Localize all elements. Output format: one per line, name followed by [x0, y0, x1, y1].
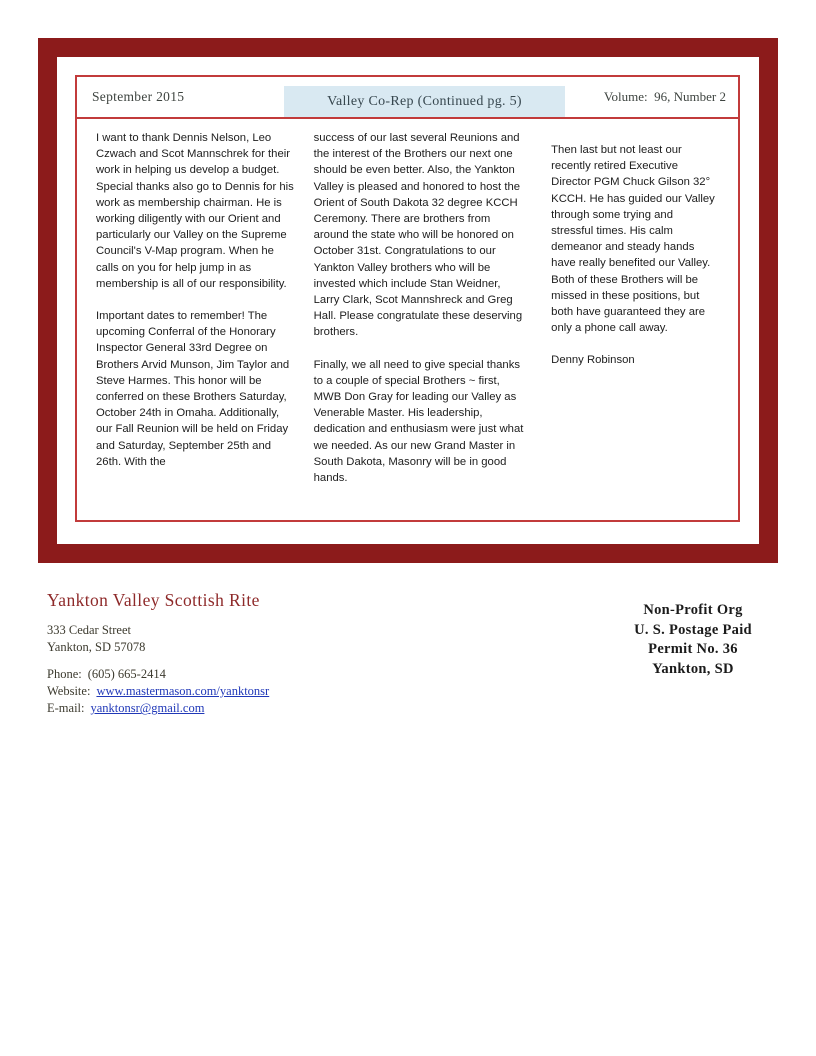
org-address: [47, 622, 145, 656]
paragraph: Important dates to remember! The upcoming Conferral of the Honorary Inspector General 33rd Degree on Brothers Arvid Munson, Jim Taylor and Steve Harmes. This honor will be conferred on these Brothers Saturday, October 24th in Omaha. Additionally, our Fall Reunion will be held on Friday and Saturday, September 25th and 26th. With the: [96, 310, 290, 468]
email-label: E-mail:: [47, 701, 85, 716]
postage-line: Non-Profit Org: [643, 602, 743, 618]
paragraph: Finally, we all need to give special thanks to a couple of special Brothers ~ first, MWB Don Gray for leading our Valley as Venerable Master. His leadership, dedication and enthusiasm were just what we needed. As our new Grand Master in South Dakota, Masonry will be in good hands.: [313, 358, 524, 485]
column-3: [551, 130, 718, 502]
paragraph: I want to thank Dennis Nelson, Leo Czwach and Scot Mannschrek for their work in helping us develop a budget. Special thanks also go to Dennis for his work as membership chairman. He is working diligently with our Orient and particularly our Valley on the Supreme Council's V-Map program. When he calls on you for help jump in as membership is all of our responsibility.: [96, 132, 294, 290]
email-line: [47, 700, 269, 717]
section-title: Valley Co-Rep (Continued pg. 5): [327, 93, 522, 109]
author-signature: Denny Robinson: [551, 354, 635, 367]
contact-block: [47, 666, 269, 718]
phone-line: [47, 666, 269, 683]
page-frame: [38, 38, 778, 563]
issue-date: September 2015: [92, 89, 185, 104]
article-body: [77, 119, 738, 502]
paragraph: Then last but not least our recently retired Executive Director PGM Chuck Gilson 32° KCCH. He has guided our Valley through some trying and stressful times. His calm demeanor and steady hands have really benefited our Valley. Both of these Brothers will be missed in these positions, but both have guaranteed they are only a phone call away.: [551, 144, 715, 335]
postage-line: Yankton, SD: [652, 660, 734, 677]
phone-label: Phone:: [47, 667, 82, 681]
paragraph: success of our last several Reunions and the interest of the Brothers our next one should be even better. Also, the Yankton Valley is pleased and honored to host the Orient of South Dakota 32 degree KCCH Ceremony. There are brothers from around the state who will be honored on October 31st. Congratulations to our Yankton Valley brothers who will be invested which include Stan Weidner, Larry Clark, Scot Mannshreck and Greg Hall. Please congratulate these deserving brothers.: [313, 132, 523, 339]
phone-number: (605) 665-2414: [87, 667, 166, 681]
postage-line: U. S. Postage Paid: [634, 621, 752, 638]
website-label: Website:: [47, 684, 91, 699]
newsletter-header: [77, 77, 738, 119]
column-1: [96, 130, 297, 502]
address-city: Yankton, SD 57078: [47, 640, 146, 654]
postage-indicia: [578, 601, 808, 679]
email-link[interactable]: yanktonsr@gmail.com: [90, 701, 205, 716]
website-line: [47, 683, 269, 700]
newsletter-box: [75, 75, 740, 522]
website-link[interactable]: www.mastermason.com/yanktonsr: [96, 684, 270, 699]
column-2: [314, 130, 529, 502]
org-name: Yankton Valley Scottish Rite: [47, 590, 260, 610]
volume-number: Volume: 96, Number 2: [603, 89, 726, 104]
section-title-box: [284, 86, 565, 117]
address-street: 333 Cedar Street: [47, 623, 132, 637]
postage-line: Permit No. 36: [648, 641, 738, 658]
